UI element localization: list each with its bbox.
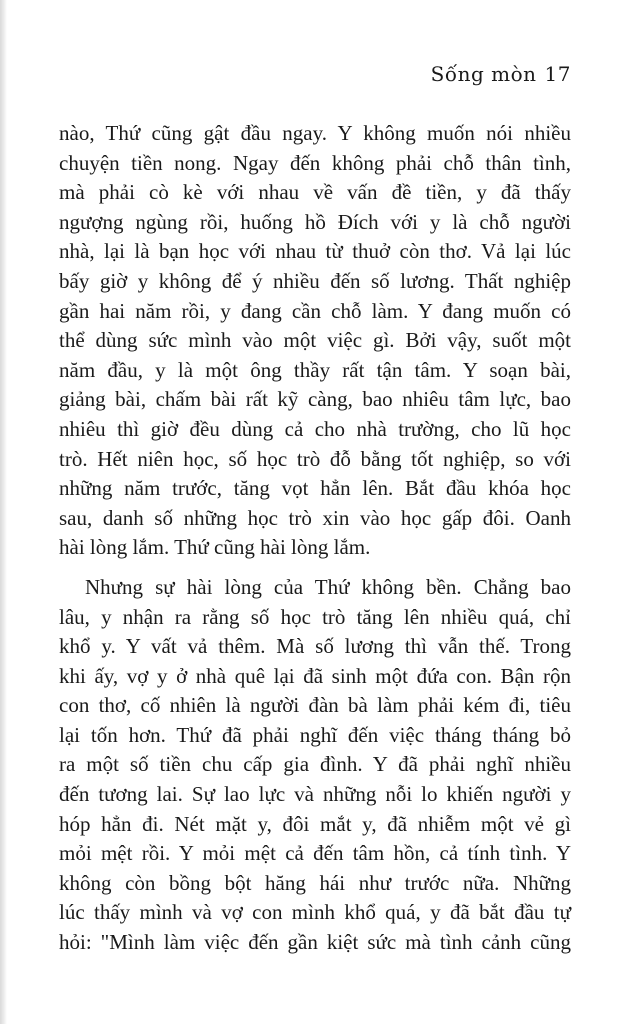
text-line: không còn bồng bột hăng hái như trước nữa. Những [59,870,571,895]
text-line: chuyện tiền nong. Ngay đến không phải chỗ thân tình, [59,150,571,175]
text-line: con thơ, cố nhiên là người đàn bà làm phải kém đi, tiêu [59,693,571,718]
text-line: nhiêu thì giờ đều dùng cả cho nhà trường, cho lũ học [59,416,571,441]
text-line: lúc thấy mình và vợ con mình khổ quá, y đã bắt đầu tự [59,900,571,925]
text-line: thể dùng sức mình vào một việc gì. Bởi vậy, suốt một [59,328,571,353]
text-line: nhà, lại là bạn học với nhau từ thuở còn thơ. Vả lại lúc [59,239,571,264]
paragraph-gap [59,563,571,573]
paragraph [59,119,571,563]
text-line: khi ấy, vợ y ở nhà quê lại đã sinh một đứa con. Bận rộn [59,663,571,688]
running-header [431,62,571,86]
book-title: Sống mòn [430,62,537,86]
text-line: khổ y. Y vất vả thêm. Mà số lương thì vẫn thế. Trong [59,634,571,659]
page-number: 17 [544,62,571,86]
text-line: lại tốn hơn. Thứ đã phải nghĩ đến việc tháng tháng bỏ [59,722,571,747]
text-line: hóp hẳn đi. Nét mặt y, đôi mắt y, đã nhiễm một vẻ gì [59,811,571,836]
text-line: sau, danh số những học trò xin vào học gấp đôi. Oanh [59,505,571,530]
text-line: đến tương lai. Sự lao lực và những nỗi lo khiến người y [59,782,571,807]
text-line: trò. Hết niên học, số học trò đỗ bằng tốt nghiệp, so với [59,446,571,471]
text-line: bấy giờ y không để ý nhiều đến số lương. Thất nghiệp [59,268,571,293]
page-edge-shadow [0,0,7,1024]
text-line: giảng bài, chấm bài rất kỹ càng, bao nhiêu tâm lực, bao [59,387,571,412]
text-line: ngượng ngùng rồi, huống hồ Đích với y là chỗ người [59,209,571,234]
text-line: gần hai năm rồi, y đang cần chỗ làm. Y đang muốn có [59,298,571,323]
text-line: ra một số tiền chu cấp gia đình. Y đã phải nghĩ nhiều [59,752,571,777]
text-line: những năm trước, tăng vọt hẳn lên. Bắt đầu khóa học [59,476,571,501]
text-line: Nhưng sự hài lòng của Thứ không bền. Chẳng bao [85,574,571,599]
text-line: hài lòng lắm. Thứ cũng hài lòng lắm. [59,535,371,560]
text-line: lâu, y nhận ra rằng số học trò tăng lên nhiều quá, chỉ [59,604,571,629]
text-line: nào, Thứ cũng gật đầu ngay. Y không muốn nói nhiều [59,121,571,145]
text-line: mỏi mệt rồi. Y mỏi mệt cả đến tâm hồn, cả tính tình. Y [59,841,571,866]
text-line: hỏi: "Mình làm việc đến gần kiệt sức mà tình cảnh cũng [59,930,571,955]
text-line: mà phải cò kè với nhau về vấn đề tiền, y đã thấy [59,180,571,205]
body-text [59,119,571,958]
text-line: năm đầu, y là một ông thầy rất tận tâm. Y soạn bài, [59,357,571,382]
paragraph [59,573,571,958]
